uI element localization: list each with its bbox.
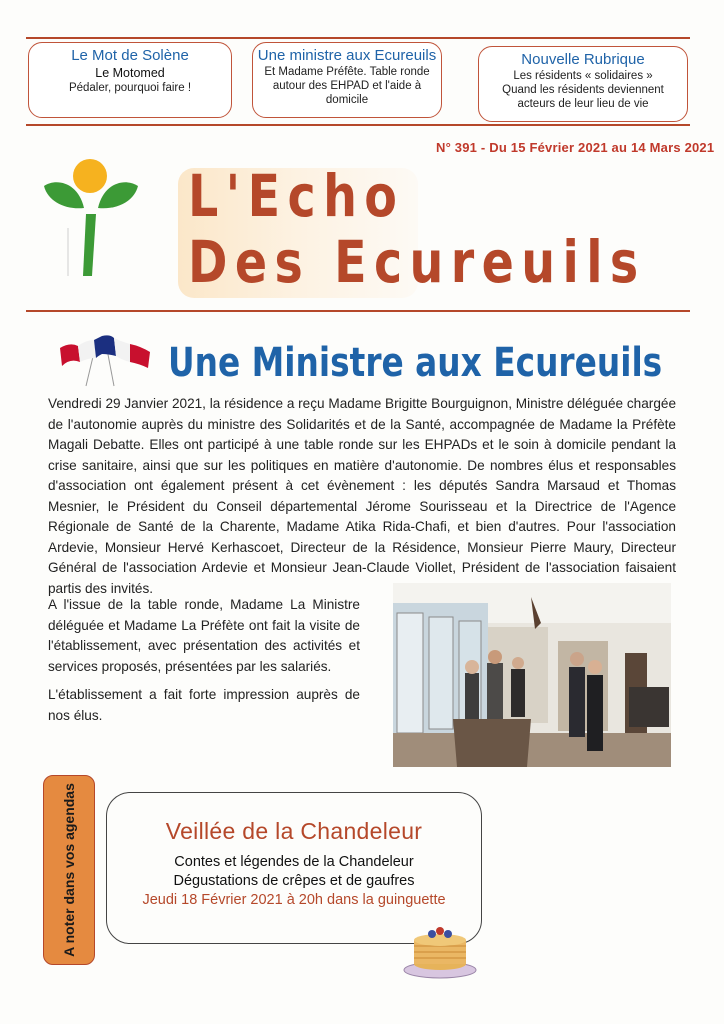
ecureuils-logo [36, 156, 146, 286]
event-line: Dégustations de crêpes et de gaufres [173, 873, 415, 889]
event-date: Jeudi 18 Février 2021 à 20h dans la guinguette [142, 892, 446, 908]
agenda-tab [43, 775, 95, 965]
teaser-line: Le Motomed [95, 66, 165, 80]
article-headline: Une Ministre aux Ecureuils [168, 340, 663, 386]
teaser-line: domicile [325, 94, 369, 106]
article-paragraph-1: Vendredi 29 Janvier 2021, la résidence a reçu Madame Brigitte Bourguignon, Ministre déléguée chargée de l'autonomie auprès du ministre des Solidarités et de la Santé, accompagnée de Madame la Préfète Magali Debatte. Elles ont participé à une table ronde sur les EHPADs et le soin à domicile pendant la crise sanitaire, ainsi que sur les politiques en matière d'autonomie. De nombres élus et responsables d'association ont également présent à cet évènement : les députés Sandra Marsaud et Thomas Mesnier, le Président du Conseil départemental Jérome Sourisseau et la Directrice de l'Agence Régionale de Santé de la Charente, Madame Atika Rida-Chafi, et bien d'autres. Pour l'association Ardevie, Monsieur Hervé Kerhascoet, Directeur de la Résidence, Monsieur Pierre Maury, Directeur Général de l'association Ardevie et Monsieur Jean-Claude Viollet, Président de l'association faisaient partis des invités. [48, 396, 676, 596]
teaser-title: Le Mot de Solène [71, 47, 189, 64]
agenda-tab-label: A noter dans vos agendas [61, 783, 77, 957]
teaser-line: autour des EHPAD et l'aide à [272, 80, 422, 92]
event-line: Contes et légendes de la Chandeleur [174, 854, 414, 870]
teaser-box-rubrique[interactable] [478, 46, 688, 122]
article-paragraph-2: A l'issue de la table ronde, Madame La Ministre déléguée et Madame La Préfète ont fait la visite de l'établissement, avec présentation des activités et services proposés, présentées par les salariés. [48, 597, 360, 674]
header-rule [26, 124, 690, 126]
masthead-line-2: Des Ecureuils [188, 228, 646, 296]
pancakes-icon [400, 918, 480, 980]
teaser-box-ministre[interactable] [252, 42, 442, 118]
teaser-line: Pédaler, pourquoi faire ! [68, 82, 192, 94]
issue-number: N° 391 - Du 15 Février 2021 au 14 Mars 2021 [436, 140, 715, 155]
teaser-line: Et Madame Préfête. Table ronde [264, 66, 430, 78]
masthead-rule [26, 310, 690, 312]
top-rule [26, 37, 690, 39]
visit-photo [393, 583, 671, 767]
teaser-title: Une ministre aux Ecureuils [257, 47, 437, 64]
teaser-line: Quand les résidents deviennent [502, 84, 664, 96]
teaser-line: acteurs de leur lieu de vie [517, 98, 649, 110]
teaser-title: Nouvelle Rubrique [521, 51, 645, 68]
teaser-box-solene[interactable] [28, 42, 232, 118]
french-flags-icon [56, 326, 152, 388]
masthead-line-1: L'Echo [188, 162, 405, 230]
article-paragraph-3: L'établissement a fait forte impression auprès de nos élus. [48, 687, 360, 723]
teaser-line: Les résidents « solidaires » [513, 70, 653, 82]
event-title: Veillée de la Chandeleur [165, 818, 423, 844]
